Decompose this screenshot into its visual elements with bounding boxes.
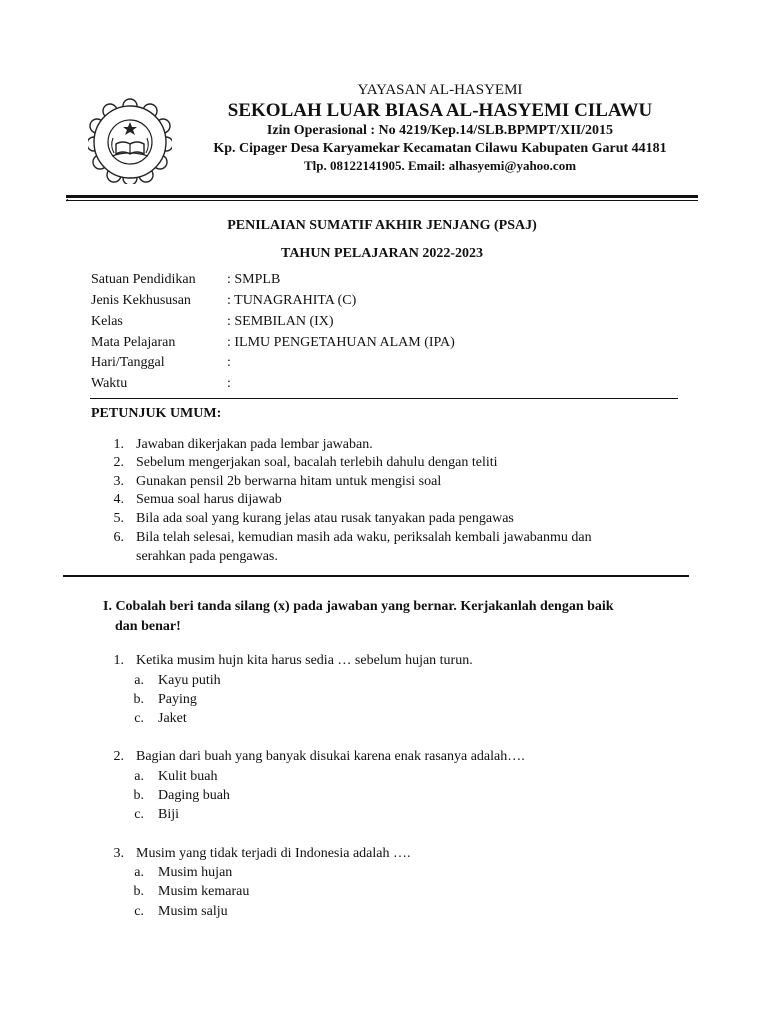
option-letter: b.: [133, 692, 144, 707]
option-letter: a.: [134, 769, 144, 784]
list-item-number: 6.: [113, 530, 124, 545]
info-label: Mata Pelajaran: [91, 335, 176, 350]
question-number: 1.: [113, 653, 124, 668]
instructions-heading: PETUNJUK UMUM:: [91, 406, 222, 421]
list-item: Gunakan pensil 2b berwarna hitam untuk mengisi soal: [136, 474, 442, 489]
info-value: :: [227, 355, 231, 370]
option-letter: c.: [134, 904, 144, 919]
info-label: Jenis Kekhususan: [91, 293, 191, 308]
list-item-number: 3.: [113, 474, 124, 489]
info-label: Hari/Tanggal: [91, 355, 165, 370]
school-contact: Tlp. 08122141905. Email: alhasyemi@yahoo.com: [303, 158, 577, 173]
option-text: Biji: [158, 807, 180, 822]
info-value: : TUNAGRAHITA (C): [227, 293, 357, 308]
option-letter: b.: [133, 788, 144, 803]
info-label: Waktu: [91, 376, 128, 391]
info-label: Satuan Pendidikan: [91, 272, 196, 287]
header-divider-thick: [66, 195, 698, 198]
list-item-continuation: serahkan pada pengawas.: [136, 549, 278, 564]
question-text: Ketika musim hujn kita harus sedia … sebelum hujan turun.: [136, 653, 473, 668]
list-item: Jawaban dikerjakan pada lembar jawaban.: [136, 437, 373, 452]
foundation-name: YAYASAN AL-HASYEMI: [357, 82, 523, 98]
option-letter: c.: [134, 711, 144, 726]
option-letter: a.: [134, 865, 144, 880]
question-number: 3.: [113, 846, 124, 861]
list-item: Sebelum mengerjakan soal, bacalah terlebih dahulu dengan teliti: [136, 455, 498, 470]
header-divider-thin: [66, 200, 698, 201]
exam-title: PENILAIAN SUMATIF AKHIR JENJANG (PSAJ): [227, 218, 537, 233]
list-item: Bila telah selesai, kemudian masih ada waku, periksalah kembali jawabanmu dan: [136, 530, 592, 545]
list-item: Bila ada soal yang kurang jelas atau rusak tanyakan pada pengawas: [136, 511, 514, 526]
option-text: Kulit buah: [158, 769, 218, 784]
info-divider: [90, 398, 678, 399]
school-name: SEKOLAH LUAR BIASA AL-HASYEMI CILAWU: [227, 100, 653, 121]
list-item-number: 4.: [113, 492, 124, 507]
section-instruction-line: dan benar!: [115, 619, 181, 634]
option-letter: a.: [134, 673, 144, 688]
option-text: Jaket: [158, 711, 187, 726]
list-item-number: 1.: [113, 437, 124, 452]
section-instruction: [105, 597, 665, 637]
option-text: Musim hujan: [158, 865, 233, 880]
option-text: Paying: [158, 692, 197, 707]
info-label: Kelas: [91, 314, 123, 329]
list-item-number: 5.: [113, 511, 124, 526]
option-text: Musim kemarau: [158, 884, 250, 899]
question-text: Musim yang tidak terjadi di Indonesia adalah ….: [136, 846, 411, 861]
list-item-number: 2.: [113, 455, 124, 470]
option-text: Kayu putih: [158, 673, 221, 688]
option-letter: b.: [133, 884, 144, 899]
question-text: Bagian dari buah yang banyak disukai karena enak rasanya adalah….: [136, 749, 525, 764]
option-text: Musim salju: [158, 904, 228, 919]
section-instruction-line: I. Cobalah beri tanda silang (x) pada jawaban yang bernar. Kerjakanlah dengan baik: [103, 599, 614, 614]
option-text: Daging buah: [158, 788, 230, 803]
info-value: : SMPLB: [227, 272, 281, 287]
operational-permit: Izin Operasional : No 4219/Kep.14/SLB.BPMPT/XII/2015: [266, 123, 614, 138]
school-address: Kp. Cipager Desa Karyamekar Kecamatan Cilawu Kabupaten Garut 44181: [213, 141, 667, 156]
info-value: :: [227, 376, 231, 391]
question-number: 2.: [113, 749, 124, 764]
instructions-divider: [63, 575, 689, 577]
option-letter: c.: [134, 807, 144, 822]
info-value: : SEMBILAN (IX): [227, 314, 334, 329]
info-value: : ILMU PENGETAHUAN ALAM (IPA): [227, 335, 455, 350]
list-item: Semua soal harus dijawab: [136, 492, 282, 507]
academic-year: TAHUN PELAJARAN 2022-2023: [281, 246, 483, 261]
